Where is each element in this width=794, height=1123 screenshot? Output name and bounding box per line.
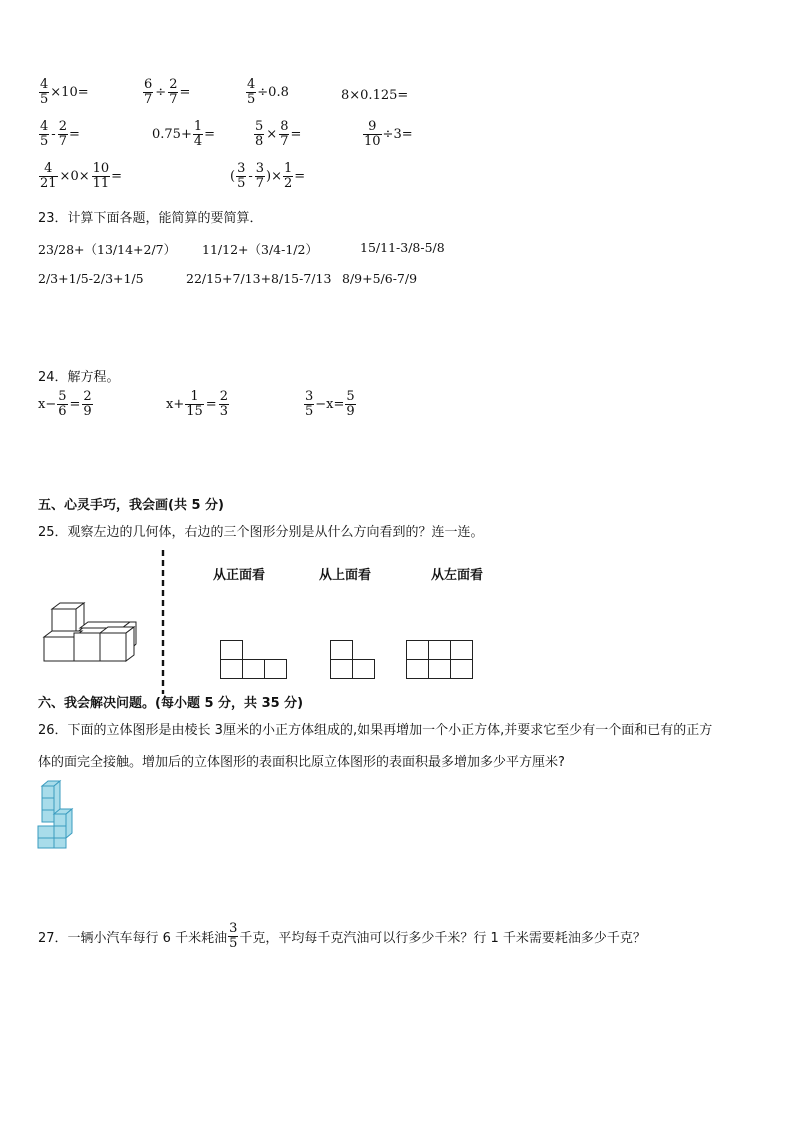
q23-item-6: 8/9+5/6-7/9 bbox=[342, 271, 418, 286]
calc-r2c4: $\frac{9}{10}$ ÷3= bbox=[364, 119, 413, 149]
q23-title: 23．计算下面各题，能简算的要简算． bbox=[38, 211, 263, 226]
q24-title: 24．解方程。 bbox=[38, 370, 120, 385]
q26-text-line-1: 26．下面的立体图形是由棱长 3厘米的小正方体组成的,如果再增加一个小正方体,并要求它至少有一个面和已有的正方 bbox=[38, 723, 713, 738]
calc-r3c2: ( 3 5 - 3 7 )× $\frac{1}{2}$ = bbox=[230, 161, 306, 191]
view-label-left: 从左面看 bbox=[431, 568, 484, 583]
q26-cube-stack bbox=[36, 780, 76, 850]
q23-item-1: 23/28+（13/14+2/7） bbox=[38, 242, 177, 257]
calc-r1c2: $\frac{6}{7}$ ÷ $\frac{2}{7}$ = bbox=[144, 77, 191, 107]
view-label-top: 从上面看 bbox=[319, 568, 372, 583]
q23-item-5: 22/15+7/13+8/15-7/13 bbox=[186, 271, 332, 286]
q25-solid-figure bbox=[40, 600, 140, 666]
q27-text: 27．一辆小汽车每行 6 千米耗油 3 5 千克，平均每千克汽油可以行多少千米？行 1 千米需要耗油多少千克？ bbox=[38, 921, 646, 951]
q23-item-2: 11/12+（3/4-1/2） bbox=[202, 242, 318, 257]
q24-equation-2: x+ $\frac{1}{15}$ = $\frac{2}{3}$ bbox=[166, 389, 228, 419]
calc-r2c1: 4 5 - $\frac{2}{7}$ = bbox=[40, 119, 80, 149]
calc-r1c4: 8×0.125= bbox=[341, 88, 409, 103]
q25-text: 25．观察左边的几何体，右边的三个图形分别是从什么方向看到的？连一连。 bbox=[38, 525, 484, 540]
calc-r1c3: $\frac{4}{5}$ ÷0.8 bbox=[247, 77, 289, 107]
q23-item-3: 15/11-3/8-5/8 bbox=[360, 240, 445, 255]
q26-text-line-2: 体的面完全接触。增加后的立体图形的表面积比原立体图形的表面积最多增加多少平方厘米? bbox=[38, 755, 565, 770]
view-grid-1 bbox=[220, 640, 288, 680]
view-label-front: 从正面看 bbox=[213, 568, 266, 583]
view-grid-2 bbox=[330, 640, 376, 680]
calc-r2c3: $\frac{5}{8}$ × $\frac{8}{7}$ = bbox=[255, 119, 302, 149]
dashed-divider bbox=[160, 550, 166, 694]
q23-item-4: 2/3+1/5-2/3+1/5 bbox=[38, 271, 144, 286]
calc-r3c1: $\frac{4}{21}$ ×0× $\frac{10}{11}$ = bbox=[40, 161, 123, 191]
q24-equation-3: 3 5 −x= $\frac{5}{9}$ bbox=[305, 389, 355, 419]
q24-equation-1: x− $\frac{5}{6}$ = $\frac{2}{9}$ bbox=[38, 389, 92, 419]
view-grid-3 bbox=[406, 640, 474, 680]
section-5-heading: 五、心灵手巧，我会画(共 5 分) bbox=[38, 498, 224, 513]
section-6-heading: 六、我会解决问题。(每小题 5 分，共 35 分) bbox=[38, 696, 304, 711]
calc-r2c2: 0.75+ $\frac{1}{4}$ = bbox=[152, 119, 216, 149]
calc-r1c1: $\frac{4}{5}$ ×10= bbox=[40, 77, 89, 107]
